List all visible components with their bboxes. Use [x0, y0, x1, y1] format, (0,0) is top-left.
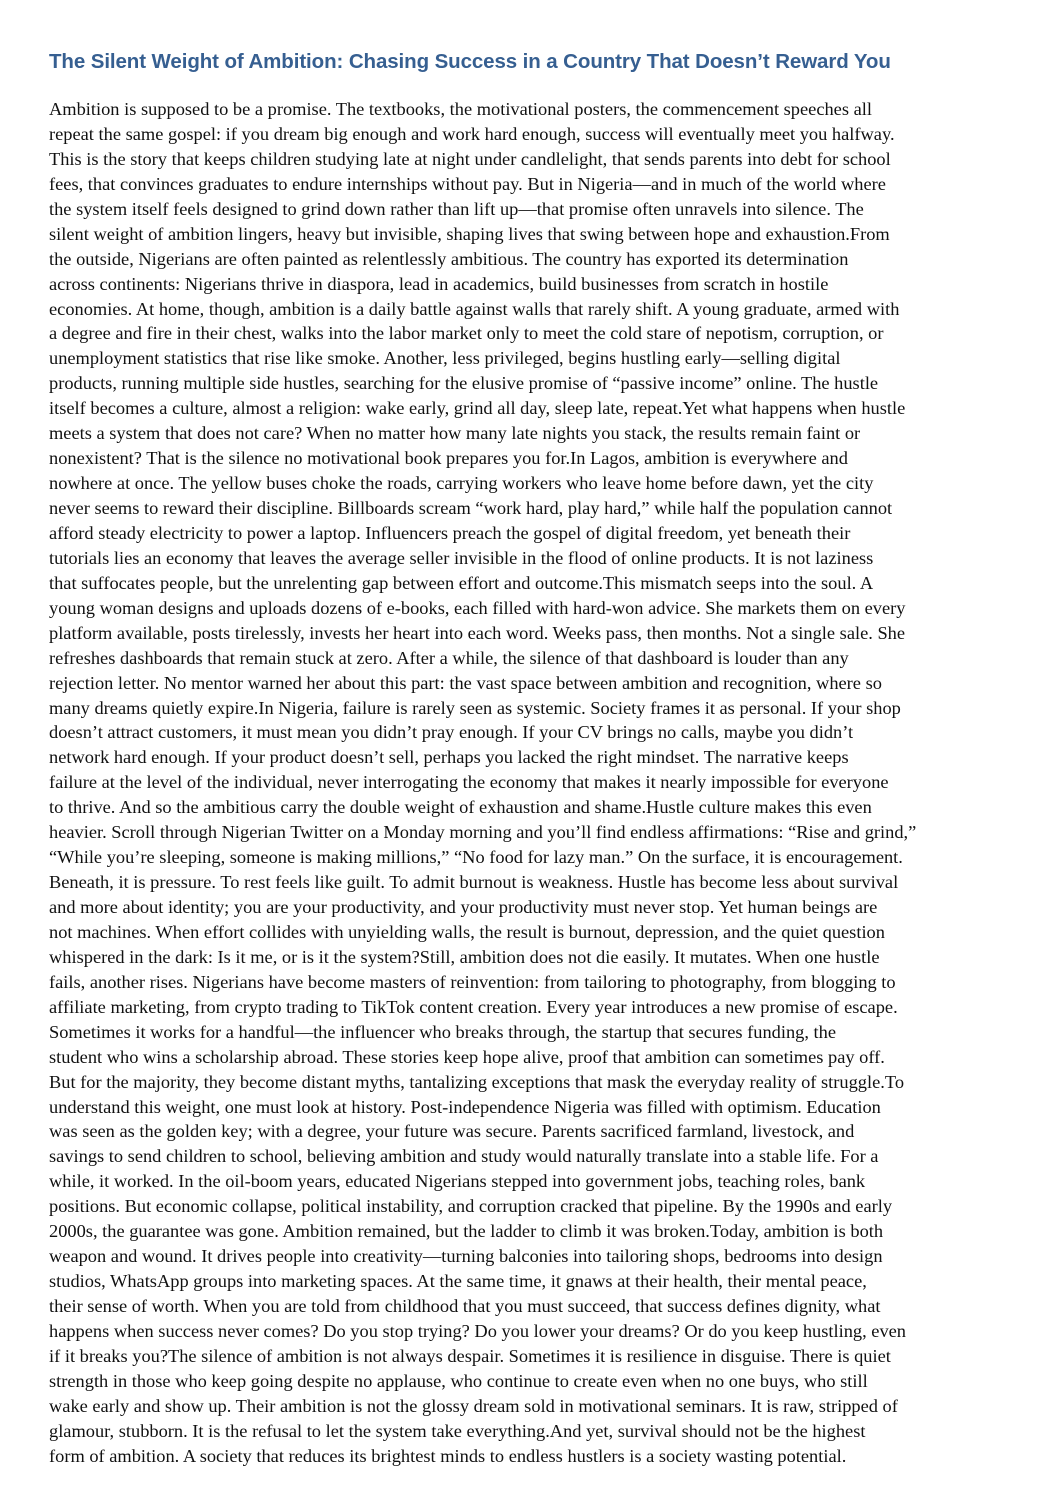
body-text-line: afford steady electricity to power a laptop. Influencers preach the gospel of digital freedom, yet beneath their — [49, 522, 851, 543]
body-text-line: whispered in the dark: Is it me, or is it the system?Still, ambition does not die easily. It mutates. When one hustle — [49, 946, 880, 967]
body-text-line: nonexistent? That is the silence no motivational book prepares you for.In Lagos, ambition is everywhere and — [49, 448, 848, 469]
body-text-line: affiliate marketing, from crypto trading to TikTok content creation. Every year introduces a new promise of escape. — [49, 996, 898, 1017]
body-text-line: heavier. Scroll through Nigerian Twitter on a Monday morning and you’ll find endless affirmations: “Rise and grind,” — [49, 822, 917, 843]
document-body — [49, 97, 1014, 1469]
body-text-line: “While you’re sleeping, someone is making millions,” “No food for lazy man.” On the surface, it is encouragement. — [49, 847, 903, 868]
body-text-line: doesn’t attract customers, it must mean you didn’t pray enough. If your CV brings no calls, maybe you didn’t — [49, 722, 854, 743]
body-text-line: tutorials lies an economy that leaves the average seller invisible in the flood of online products. It is not laziness — [49, 547, 874, 568]
body-text-line: Sometimes it works for a handful—the influencer who breaks through, the startup that secures funding, the — [49, 1021, 837, 1042]
body-text-line: meets a system that does not care? When no matter how many late nights you stack, the results remain faint or — [49, 423, 861, 444]
body-text-line: their sense of worth. When you are told from childhood that you must succeed, that success defines dignity, what — [49, 1296, 881, 1316]
body-text-line: rejection letter. No mentor warned her about this part: the vast space between ambition and recognition, where so — [49, 672, 882, 693]
body-text-line: silent weight of ambition lingers, heavy but invisible, shaping lives that swing between hope and exhaustion.From — [49, 223, 890, 244]
body-text-line: nowhere at once. The yellow buses choke the roads, carrying workers who leave home before dawn, yet the city — [49, 473, 874, 494]
body-text-line: across continents: Nigerians thrive in diaspora, lead in academics, build businesses from scratch in hostile — [49, 273, 829, 294]
body-text-line: positions. But economic collapse, political instability, and corruption cracked that pipeline. By the 1990s and early — [49, 1196, 893, 1217]
body-text-line: never seems to reward their discipline. Billboards scream “work hard, play hard,” while half the population cannot — [49, 498, 893, 518]
body-text-line: network hard enough. If your product doesn’t sell, perhaps you lacked the right mindset. The narrative keeps — [49, 747, 849, 768]
body-text-line: student who wins a scholarship abroad. These stories keep hope alive, proof that ambition can sometimes pay off. — [49, 1046, 885, 1067]
body-text-line: fails, another rises. Nigerians have become masters of reinvention: from tailoring to photography, from blogging to — [49, 971, 896, 992]
body-text-line: failure at the level of the individual, never interrogating the economy that makes it nearly impossible for everyone — [49, 772, 889, 793]
body-text-line: happens when success never comes? Do you stop trying? Do you lower your dreams? Or do you keep hustling, even — [49, 1320, 906, 1341]
body-text-line: unemployment statistics that rise like smoke. Another, less privileged, begins hustling early—selling digital — [49, 348, 841, 369]
body-text-line: This is the story that keeps children studying late at night under candlelight, that sends parents into debt for school — [49, 148, 891, 169]
body-text-line: and more about identity; you are your productivity, and your productivity must never stop. Yet human beings are — [49, 897, 878, 917]
body-text-line: form of ambition. A society that reduces its brightest minds to endless hustlers is a society wasting potential. — [49, 1445, 847, 1466]
body-text-line: economies. At home, though, ambition is a daily battle against walls that rarely shift. A young graduate, armed with — [49, 298, 900, 319]
body-text-line: products, running multiple side hustles, searching for the elusive promise of “passive income” online. The hustle — [49, 373, 879, 394]
body-text-line: strength in those who keep going despite no applause, who continue to create even when no one buys, who still — [49, 1370, 868, 1391]
body-text-line: fees, that convinces graduates to endure internships without pay. But in Nigeria—and in much of the world where — [49, 173, 886, 194]
body-text-line: was seen as the golden key; with a degree, your future was secure. Parents sacrificed farmland, livestock, and — [49, 1121, 855, 1142]
body-text-line: young woman designs and uploads dozens of e-books, each filled with hard-won advice. She markets them on every — [49, 597, 906, 618]
body-text-line: Beneath, it is pressure. To rest feels like guilt. To admit burnout is weakness. Hustle has become less about survival — [49, 872, 899, 893]
body-text-line: if it breaks you?The silence of ambition is not always despair. Sometimes it is resilience in disguise. There is quiet — [49, 1345, 891, 1366]
body-text-line: repeat the same gospel: if you dream big enough and work hard enough, success will eventually meet you halfway. — [49, 123, 895, 144]
body-text-line: while, it worked. In the oil-boom years, educated Nigerians stepped into government jobs, teaching roles, bank — [49, 1171, 866, 1192]
body-text-line: understand this weight, one must look at history. Post-independence Nigeria was filled with optimism. Education — [49, 1096, 881, 1117]
body-text-line: to thrive. And so the ambitious carry the double weight of exhaustion and shame.Hustle culture makes this even — [49, 797, 872, 818]
body-text-line: But for the majority, they become distant myths, tantalizing exceptions that mask the everyday reality of struggle.To — [49, 1071, 905, 1092]
body-text-line: itself becomes a culture, almost a religion: wake early, grind all day, sleep late, repeat.Yet what happens when hustle — [49, 398, 906, 419]
body-text-line: wake early and show up. Their ambition is not the glossy dream sold in motivational seminars. It is raw, stripped of — [49, 1395, 898, 1416]
body-text-line: many dreams quietly expire.In Nigeria, failure is rarely seen as systemic. Society frames it as personal. If your shop — [49, 697, 901, 718]
body-text-line: savings to send children to school, believing ambition and study would naturally translate into a stable life. For a — [49, 1146, 879, 1167]
body-text-line: not machines. When effort collides with unyielding walls, the result is burnout, depression, and the quiet question — [49, 921, 885, 942]
body-text-line: Ambition is supposed to be a promise. The textbooks, the motivational posters, the commencement speeches all — [49, 99, 872, 119]
body-text-line: glamour, stubborn. It is the refusal to let the system take everything.And yet, survival should not be the highest — [49, 1420, 866, 1441]
body-text-line: the system itself feels designed to grind down rather than lift up—that promise often unravels into silence. The — [49, 198, 864, 219]
body-text-line: 2000s, the guarantee was gone. Ambition remained, but the ladder to climb it was broken.Today, ambition is both — [49, 1221, 884, 1242]
body-text-line: studios, WhatsApp groups into marketing spaces. At the same time, it gnaws at their health, their mental peace, — [49, 1271, 867, 1292]
body-text-line: a degree and fire in their chest, walks into the labor market only to meet the cold stare of nepotism, corruption, or — [49, 323, 884, 344]
body-text-line: that suffocates people, but the unrelenting gap between effort and outcome.This mismatch seeps into the soul. A — [49, 572, 874, 593]
body-text-line: the outside, Nigerians are often painted as relentlessly ambitious. The country has exported its determination — [49, 248, 849, 269]
body-text-line: platform available, posts tirelessly, invests her heart into each word. Weeks pass, then months. Not a single sale. She — [49, 622, 906, 643]
body-text-line: weapon and wound. It drives people into creativity—turning balconies into tailoring shops, bedrooms into design — [49, 1246, 883, 1267]
document-title: The Silent Weight of Ambition: Chasing Success in a Country That Doesn’t Reward You — [49, 50, 891, 73]
body-text-line: refreshes dashboards that remain stuck at zero. After a while, the silence of that dashboard is louder than any — [49, 647, 849, 668]
